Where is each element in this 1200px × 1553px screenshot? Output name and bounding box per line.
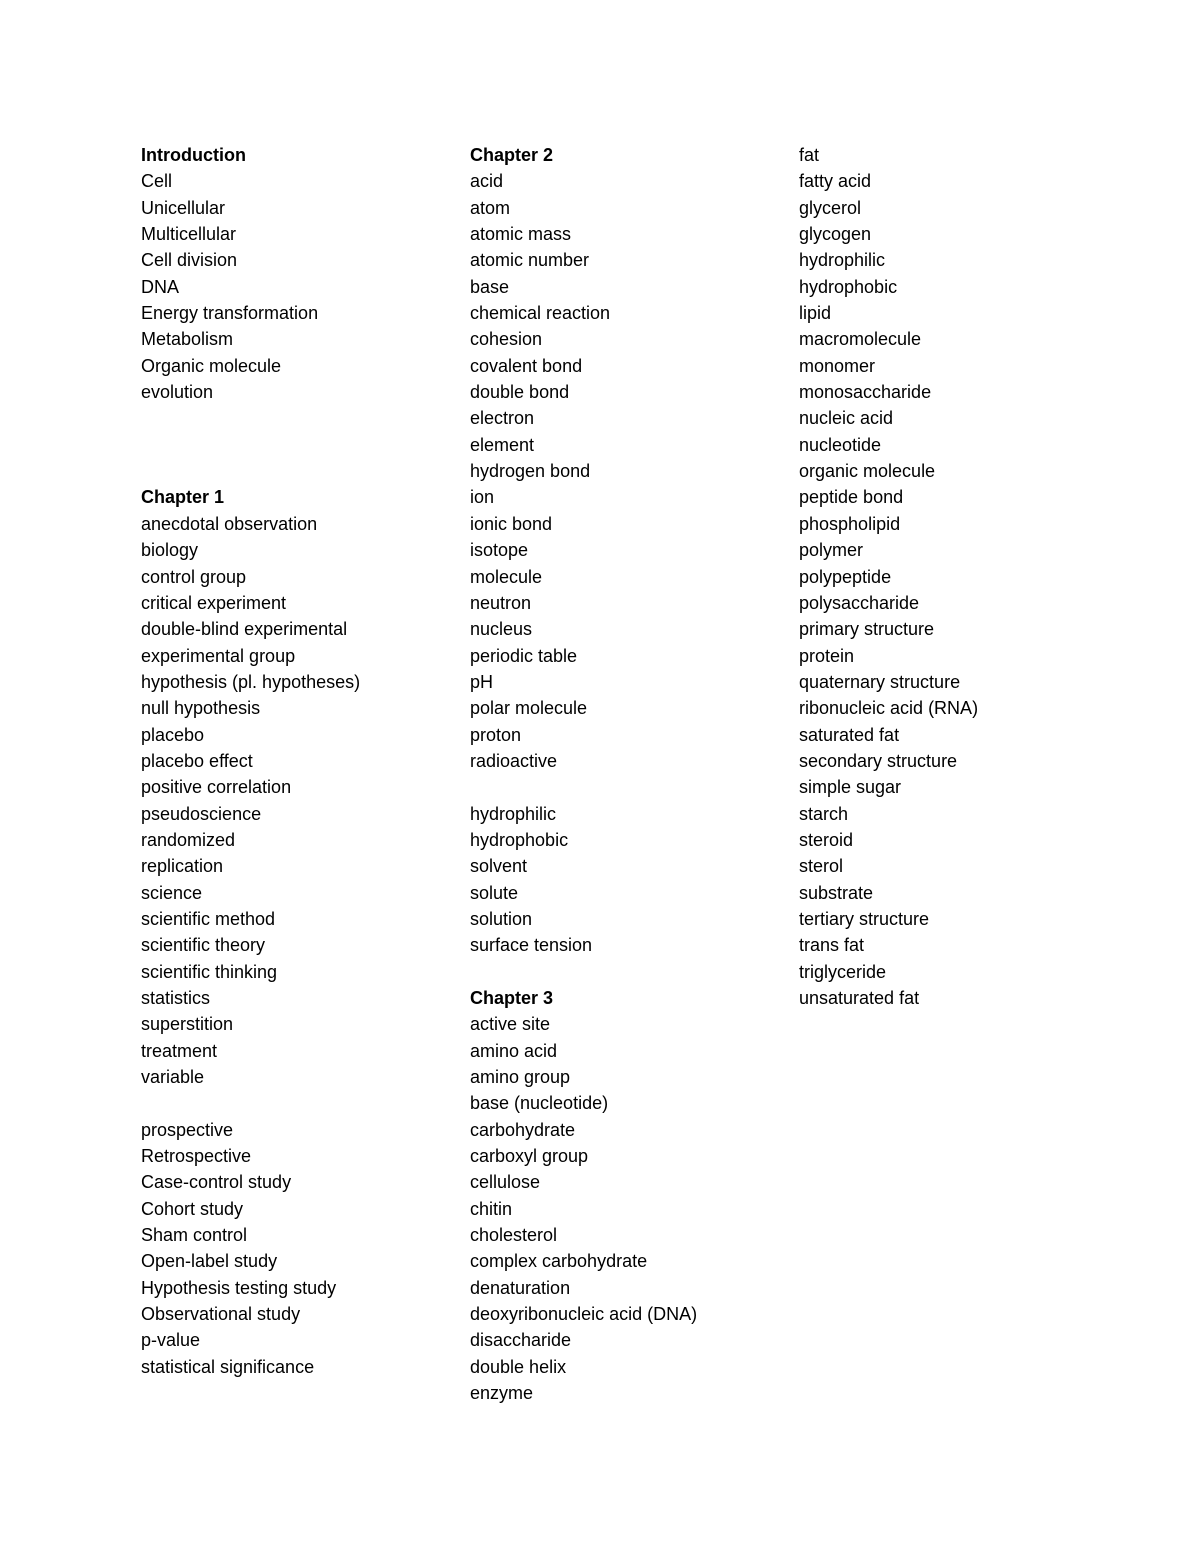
column-introduction-chapter-1 <box>141 142 461 1380</box>
vocabulary-term: chitin <box>470 1198 513 1219</box>
vocabulary-term: polymer <box>799 540 864 561</box>
vocabulary-term: cohesion <box>470 329 543 350</box>
vocabulary-term: triglyceride <box>799 961 887 982</box>
vocabulary-term: double bond <box>470 382 570 403</box>
section-heading: Introduction <box>141 145 246 165</box>
vocabulary-term: atomic mass <box>470 224 572 245</box>
column-chapter-2-chapter-3 <box>470 142 790 1407</box>
vocabulary-term: pseudoscience <box>141 803 262 824</box>
vocabulary-term: replication <box>141 856 224 877</box>
vocabulary-term: scientific thinking <box>141 961 278 982</box>
vocabulary-term: statistical significance <box>141 1356 315 1377</box>
vocabulary-term: glycogen <box>799 224 872 245</box>
vocabulary-term: cholesterol <box>470 1225 558 1246</box>
vocabulary-term: ionic bond <box>470 513 553 534</box>
vocabulary-term: hydrogen bond <box>470 461 591 482</box>
blank-line <box>470 774 790 800</box>
vocabulary-term: chemical reaction <box>470 303 611 324</box>
vocabulary-term: Metabolism <box>141 329 234 350</box>
vocabulary-term: amino acid <box>470 1040 558 1061</box>
vocabulary-term: polypeptide <box>799 566 892 587</box>
vocabulary-term: electron <box>470 408 535 429</box>
vocabulary-term: Energy transformation <box>141 303 319 324</box>
vocabulary-term: carboxyl group <box>470 1146 589 1167</box>
vocabulary-term: starch <box>799 803 849 824</box>
vocabulary-term: proton <box>470 724 522 745</box>
vocabulary-term: deoxyribonucleic acid (DNA) <box>470 1304 698 1325</box>
vocabulary-term: fatty acid <box>799 171 872 192</box>
vocabulary-term: lipid <box>799 303 832 324</box>
vocabulary-term: solvent <box>470 856 528 877</box>
vocabulary-term: treatment <box>141 1040 218 1061</box>
vocabulary-term: Open-label study <box>141 1251 278 1272</box>
vocabulary-term: solution <box>470 908 533 929</box>
vocabulary-term: unsaturated fat <box>799 988 920 1008</box>
section-heading: Chapter 1 <box>141 487 225 508</box>
vocabulary-term: acid <box>470 171 504 192</box>
vocabulary-term: tertiary structure <box>799 908 930 929</box>
vocabulary-term: organic molecule <box>799 461 936 482</box>
column-chapter-3-continued <box>799 142 1119 1011</box>
vocabulary-term: ion <box>470 487 495 508</box>
vocabulary-term: element <box>470 434 535 455</box>
blank-line <box>470 959 790 985</box>
vocabulary-term: steroid <box>799 829 854 850</box>
section-heading: Chapter 3 <box>470 988 554 1008</box>
vocabulary-term: placebo effect <box>141 750 253 771</box>
vocabulary-term: primary structure <box>799 619 935 640</box>
vocabulary-term: polar molecule <box>470 698 588 719</box>
vocabulary-term: Sham control <box>141 1225 248 1246</box>
vocabulary-term: substrate <box>799 882 874 903</box>
vocabulary-term: isotope <box>470 540 529 561</box>
blank-line <box>141 432 461 458</box>
vocabulary-term: polysaccharide <box>799 592 920 613</box>
vocabulary-term: disaccharide <box>470 1330 572 1351</box>
vocabulary-term: Unicellular <box>141 197 226 218</box>
vocabulary-term: null hypothesis <box>141 698 261 719</box>
vocabulary-term: fat <box>799 145 820 165</box>
vocabulary-term: control group <box>141 566 247 587</box>
vocabulary-term: ribonucleic acid (RNA) <box>799 698 979 719</box>
vocabulary-term: positive correlation <box>141 777 292 798</box>
vocabulary-term: Case-control study <box>141 1172 292 1193</box>
vocabulary-term: nucleic acid <box>799 408 894 429</box>
vocabulary-term: scientific method <box>141 908 276 929</box>
vocabulary-term: enzyme <box>470 1383 534 1404</box>
vocabulary-term: Hypothesis testing study <box>141 1277 337 1298</box>
vocabulary-term: double helix <box>470 1356 567 1377</box>
vocabulary-term: quaternary structure <box>799 671 961 692</box>
vocabulary-term: covalent bond <box>470 355 583 376</box>
blank-line <box>141 405 461 431</box>
blank-line <box>141 458 461 484</box>
vocabulary-term: amino group <box>470 1067 571 1088</box>
vocabulary-term: secondary structure <box>799 750 958 771</box>
vocabulary-term: radioactive <box>470 750 558 771</box>
vocabulary-term: experimental group <box>141 645 296 666</box>
vocabulary-term: Organic molecule <box>141 355 282 376</box>
vocabulary-term: monomer <box>799 355 876 376</box>
section-heading: Chapter 2 <box>470 145 554 165</box>
vocabulary-term: sterol <box>799 856 844 877</box>
vocabulary-term: hydrophobic <box>799 276 898 297</box>
vocabulary-term: Cell <box>141 171 173 192</box>
vocabulary-term: atomic number <box>470 250 590 271</box>
vocabulary-term: hydrophobic <box>470 829 569 850</box>
vocabulary-term: base (nucleotide) <box>470 1093 609 1114</box>
vocabulary-term: monosaccharide <box>799 382 932 403</box>
vocabulary-term: critical experiment <box>141 592 287 613</box>
vocabulary-term: cellulose <box>470 1172 541 1193</box>
vocabulary-term: Multicellular <box>141 224 237 245</box>
vocabulary-term: atom <box>470 197 511 218</box>
vocabulary-term: protein <box>799 645 855 666</box>
vocabulary-term: nucleotide <box>799 434 882 455</box>
vocabulary-term: Observational study <box>141 1304 301 1325</box>
vocabulary-term: nucleus <box>470 619 533 640</box>
vocabulary-term: placebo <box>141 724 205 745</box>
vocabulary-term: Retrospective <box>141 1146 252 1167</box>
vocabulary-term: neutron <box>470 592 532 613</box>
vocabulary-term: randomized <box>141 829 236 850</box>
vocabulary-term: variable <box>141 1067 205 1088</box>
vocabulary-term: DNA <box>141 276 180 297</box>
vocabulary-term: macromolecule <box>799 329 922 350</box>
vocabulary-term: statistics <box>141 988 211 1008</box>
vocabulary-term: carbohydrate <box>470 1119 576 1140</box>
vocabulary-term: p-value <box>141 1330 201 1351</box>
vocabulary-term: Cohort study <box>141 1198 244 1219</box>
vocabulary-term: glycerol <box>799 197 862 218</box>
vocabulary-term: hypothesis (pl. hypotheses) <box>141 671 361 692</box>
vocabulary-term: base <box>470 276 510 297</box>
vocabulary-term: prospective <box>141 1119 234 1140</box>
vocabulary-term: science <box>141 882 203 903</box>
vocabulary-term: superstition <box>141 1014 234 1035</box>
vocabulary-term: simple sugar <box>799 777 902 798</box>
vocabulary-term: pH <box>470 671 494 692</box>
vocabulary-term: hydrophilic <box>470 803 557 824</box>
vocabulary-term: molecule <box>470 566 543 587</box>
vocabulary-term: peptide bond <box>799 487 904 508</box>
vocabulary-term: saturated fat <box>799 724 900 745</box>
blank-line <box>141 1090 461 1116</box>
vocabulary-term: scientific theory <box>141 935 266 956</box>
vocabulary-term: biology <box>141 540 199 561</box>
vocabulary-term: evolution <box>141 382 214 403</box>
vocabulary-term: trans fat <box>799 935 865 956</box>
vocabulary-term: solute <box>470 882 519 903</box>
vocabulary-term: Cell division <box>141 250 238 271</box>
vocabulary-term: phospholipid <box>799 513 901 534</box>
vocabulary-term: hydrophilic <box>799 250 886 271</box>
vocabulary-term: complex carbohydrate <box>470 1251 648 1272</box>
vocabulary-term: double-blind experimental <box>141 619 348 640</box>
vocabulary-term: surface tension <box>470 935 593 956</box>
vocabulary-term: denaturation <box>470 1277 571 1298</box>
vocabulary-term: active site <box>470 1014 551 1035</box>
vocabulary-term: periodic table <box>470 645 578 666</box>
vocabulary-term: anecdotal observation <box>141 513 318 534</box>
